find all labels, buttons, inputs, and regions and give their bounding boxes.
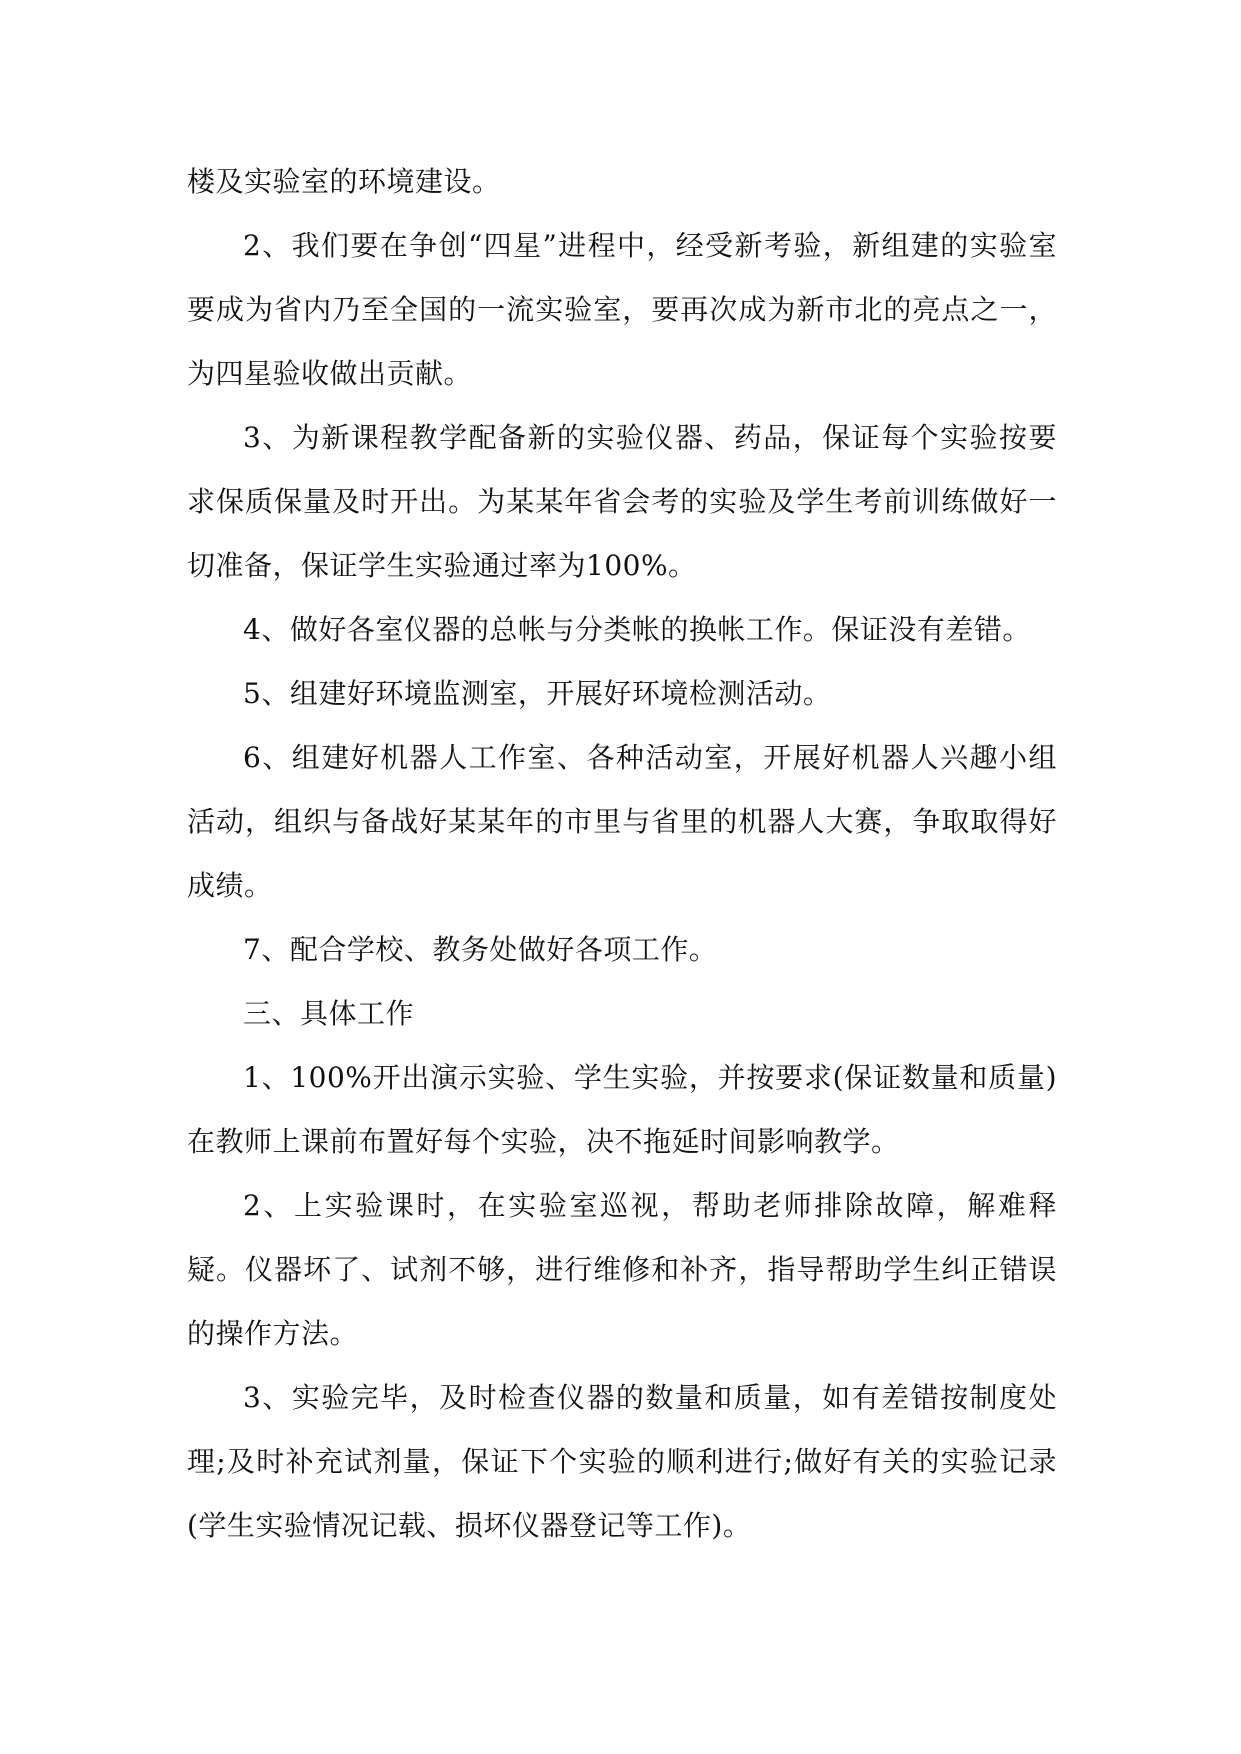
paragraph-work-3: 3、实验完毕，及时检查仪器的数量和质量，如有差错按制度处理;及时补充试剂量，保证下个实验的顺利进行;做好有关的实验记录(学生实验情况记载、损坏仪器登记等工作)。 [187, 1381, 1057, 1542]
paragraph-item-6: 6、组建好机器人工作室、各种活动室，开展好机器人兴趣小组活动，组织与备战好某某年的市里与省里的机器人大赛，争取取得好成绩。 [187, 741, 1057, 902]
paragraph-work-2: 2、上实验课时，在实验室巡视，帮助老师排除故障，解难释疑。仪器坏了、试剂不够，进行维修和补齐，指导帮助学生纠正错误的操作方法。 [187, 1189, 1057, 1350]
paragraph-continuation: 楼及实验室的环境建设。 [187, 165, 501, 198]
section-heading-specific-work: 三、具体工作 [243, 997, 415, 1030]
document-body [187, 150, 1057, 1558]
paragraph-item-7: 7、配合学校、教务处做好各项工作。 [243, 933, 718, 966]
paragraph-item-3: 3、为新课程教学配备新的实验仪器、药品，保证每个实验按要求保质保量及时开出。为某某年省会考的实验及学生考前训练做好一切准备，保证学生实验通过率为100%。 [187, 421, 1057, 582]
paragraph-item-5: 5、组建好环境监测室，开展好环境检测活动。 [243, 677, 832, 710]
paragraph-item-2: 2、我们要在争创“四星”进程中，经受新考验，新组建的实验室要成为省内乃至全国的一流实验室，要再次成为新市北的亮点之一，为四星验收做出贡献。 [187, 229, 1057, 390]
paragraph-item-4: 4、做好各室仪器的总帐与分类帐的换帐工作。保证没有差错。 [243, 613, 1031, 646]
paragraph-work-1: 1、100%开出演示实验、学生实验，并按要求(保证数量和质量)在教师上课前布置好每个实验，决不拖延时间影响教学。 [187, 1061, 1057, 1158]
